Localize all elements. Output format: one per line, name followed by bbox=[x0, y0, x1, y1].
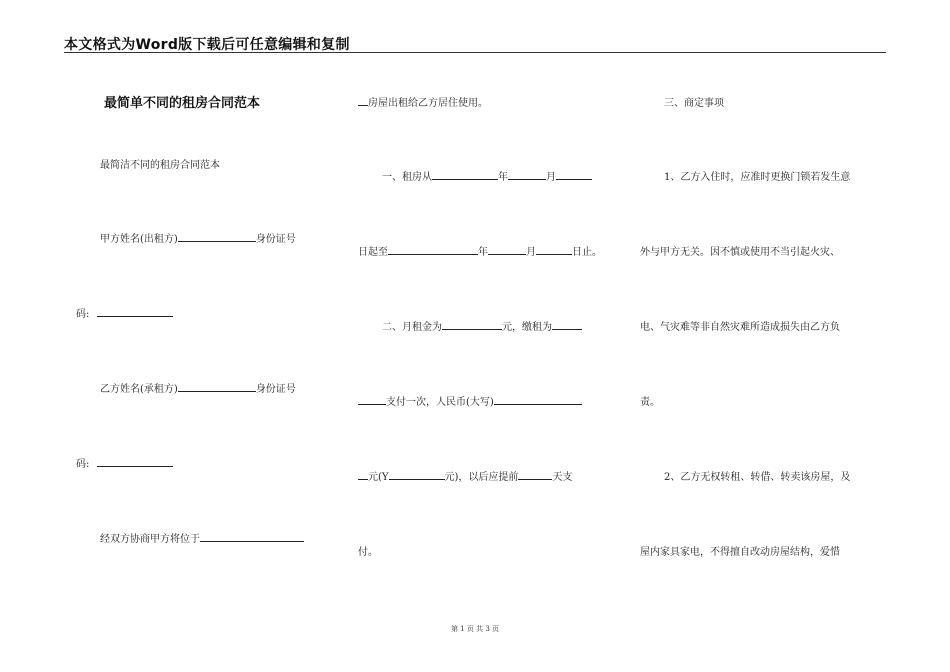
blank-field[interactable] bbox=[552, 319, 582, 330]
blank-field[interactable] bbox=[389, 469, 445, 480]
code-line-1: 码: bbox=[76, 305, 173, 320]
clause-1-line-4: 责。 bbox=[640, 397, 660, 408]
subtitle: 最简洁不同的租房合同范本 bbox=[100, 160, 220, 171]
page-number: 第 1 页 共 3 页 bbox=[450, 625, 500, 633]
document-header bbox=[64, 34, 886, 53]
lease-term-start: 一、租房从 年 月 bbox=[382, 168, 592, 183]
section-heading: 三、商定事项 bbox=[664, 98, 724, 109]
rent-line: 二、月租金为 元，缴租为 bbox=[382, 318, 582, 333]
blank-field[interactable] bbox=[556, 169, 592, 180]
blank-field[interactable] bbox=[178, 231, 256, 242]
header-banner: 本文格式为Word版下载后可任意编辑和复制 bbox=[64, 37, 350, 53]
blank-field[interactable] bbox=[488, 244, 526, 255]
amount-line: 元(Y 元)，以后应提前 天支 bbox=[358, 468, 572, 483]
blank-field[interactable] bbox=[508, 169, 546, 180]
blank-field[interactable] bbox=[432, 169, 498, 180]
document-title: 最简单不同的租房合同范本 bbox=[104, 96, 261, 111]
blank-field[interactable] bbox=[494, 394, 582, 405]
blank-field[interactable] bbox=[200, 531, 304, 542]
clause-2-line-2: 屋内家具家电，不得擅自改动房屋结构，爱惜 bbox=[640, 547, 840, 558]
blank-field[interactable] bbox=[358, 469, 368, 480]
blank-field[interactable] bbox=[178, 381, 256, 392]
code-line-2: 码: bbox=[76, 455, 173, 470]
clause-2-line-1: 2、乙方无权转租、转借、转卖该房屋，及 bbox=[664, 472, 851, 483]
blank-field[interactable] bbox=[536, 244, 572, 255]
col2-line-7: 付。 bbox=[358, 547, 378, 558]
col2-line-1: 房屋出租给乙方居住使用。 bbox=[358, 94, 488, 109]
payment-line: 支付一次，人民币(大写) bbox=[358, 393, 582, 408]
blank-field[interactable] bbox=[97, 306, 173, 317]
blank-field[interactable] bbox=[518, 469, 552, 480]
blank-field[interactable] bbox=[358, 394, 386, 405]
party-a-line: 甲方姓名(出租方) 身份证号 bbox=[100, 230, 296, 245]
blank-field[interactable] bbox=[442, 319, 502, 330]
lease-term-end: 日起至 年 月 日止。 bbox=[358, 243, 602, 258]
party-b-line: 乙方姓名(承租方) 身份证号 bbox=[100, 380, 296, 395]
clause-1-line-2: 外与甲方无关。因不慎或使用不当引起火灾、 bbox=[640, 247, 840, 258]
clause-1-line-1: 1、乙方入住时，应准时更换门锁若发生意 bbox=[664, 172, 851, 183]
blank-field[interactable] bbox=[358, 95, 368, 106]
clause-1-line-3: 电、气灾难等非自然灾难所造成损失由乙方负 bbox=[640, 322, 840, 333]
blank-field[interactable] bbox=[388, 244, 478, 255]
agreement-line: 经双方协商甲方将位于 bbox=[100, 530, 304, 545]
blank-field[interactable] bbox=[97, 456, 173, 467]
